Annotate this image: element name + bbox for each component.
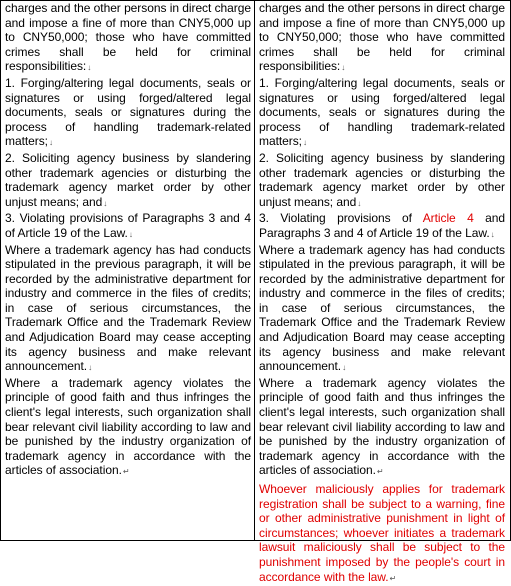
left-item-1 bbox=[5, 76, 251, 151]
right-paragraph-intro-text: charges and the other persons in direct charge and impose a fine of more than CNY5,000 up to CNY50,000; those who have committed crimes shall be held for criminal responsibilities: bbox=[259, 1, 505, 74]
right-item-3 bbox=[259, 211, 505, 242]
left-column-original-text bbox=[1, 1, 255, 540]
right-paragraph-good-faith-text: Where a trademark agency violates the principle of good faith and thus infringes the client's legal interests, such organization shall bear relevant civil liability according to law and be punished by the industry organization of trademark agency in accordance with the articles of association. bbox=[259, 375, 505, 478]
left-paragraph-intro-text: charges and the other persons in direct charge and impose a fine of more than CNY5,000 up to CNY50,000; those who have committed crimes shall be held for criminal responsibilities: bbox=[5, 1, 251, 74]
right-item-2-text: 2. Soliciting agency business by slandering other trademark agencies or disturbing the trademark agency market order by other unjust means; and bbox=[259, 150, 505, 209]
line-break-mark: ↓ bbox=[103, 198, 108, 208]
right-item-3-suffix: and Paragraphs 3 and 4 of Article 19 of the Law. bbox=[259, 211, 505, 240]
right-item-3-added-article-4: Article 4 bbox=[422, 211, 474, 226]
right-paragraph-credit-record bbox=[259, 243, 505, 376]
right-paragraph-intro bbox=[259, 1, 505, 76]
left-paragraph-credit-record bbox=[5, 243, 251, 376]
line-break-mark: ↓ bbox=[341, 63, 346, 73]
left-paragraph-intro bbox=[5, 1, 251, 76]
line-break-mark: ↓ bbox=[88, 363, 93, 373]
left-item-2-text: 2. Soliciting agency business by slandering other trademark agencies or disturbing the trademark agency market order by other unjust means; and bbox=[5, 150, 251, 209]
line-break-mark: ↓ bbox=[357, 198, 362, 208]
left-paragraph-good-faith bbox=[5, 376, 251, 480]
right-item-1 bbox=[259, 76, 505, 151]
line-break-mark: ↓ bbox=[490, 229, 495, 239]
right-paragraph-credit-record-text: Where a trademark agency has had conducts stipulated in the previous paragraph, it will be recorded by the administrative department for industry and commerce in the files of credits; in case of serious circumstances, the Trademark Office and the Trademark Review and Adjudication Board may cease accepting its agency business and make relevant announcement. bbox=[259, 242, 505, 374]
right-item-1-text: 1. Forging/altering legal documents, seals or signatures or using forged/altered legal documents, seals or signatures during the process of handling trademark-related matters; bbox=[259, 75, 505, 149]
line-break-mark: ↓ bbox=[302, 138, 307, 148]
right-item-2 bbox=[259, 151, 505, 211]
line-break-mark: ↓ bbox=[48, 138, 53, 148]
right-paragraph-good-faith bbox=[259, 376, 505, 480]
right-item-3-prefix: 3. Violating provisions of bbox=[259, 211, 423, 226]
cell-end-mark: ↵ bbox=[122, 467, 130, 477]
left-item-2 bbox=[5, 151, 251, 211]
right-paragraph-added-malicious-text: Whoever maliciously applies for trademark registration shall be subject to a warning, fine or other administrative punishment in light of circumstances; whoever initiates a trademark lawsuit maliciously shall be subject to the punishment imposed by the people's court in accordance with the law. bbox=[259, 482, 505, 584]
line-break-mark: ↓ bbox=[87, 63, 92, 73]
cell-end-mark: ↵ bbox=[376, 467, 384, 477]
left-item-1-text: 1. Forging/altering legal documents, seals or signatures or using forged/altered legal documents, seals or signatures during the process of handling trademark-related matters; bbox=[5, 75, 251, 149]
line-break-mark: ↓ bbox=[342, 363, 347, 373]
left-paragraph-good-faith-text: Where a trademark agency violates the principle of good faith and thus infringes the client's legal interests, such organization shall bear relevant civil liability according to law and be punished by the industry organization of trademark agency in accordance with the articles of association. bbox=[5, 375, 251, 478]
left-item-3-text: 3. Violating provisions of Paragraphs 3 and 4 of Article 19 of the Law. bbox=[5, 211, 251, 240]
right-paragraph-added-malicious bbox=[259, 482, 505, 586]
left-item-3 bbox=[5, 211, 251, 242]
line-break-mark: ↓ bbox=[128, 229, 133, 239]
cell-end-mark: ↵ bbox=[389, 573, 397, 583]
left-paragraph-credit-record-text: Where a trademark agency has had conducts stipulated in the previous paragraph, it will be recorded by the administrative department for industry and commerce in the files of credits; in case of serious circumstances, the Trademark Office and the Trademark Review and Adjudication Board may cease accepting its agency business and make relevant announcement. bbox=[5, 242, 251, 374]
right-column-amended-text bbox=[255, 1, 508, 584]
